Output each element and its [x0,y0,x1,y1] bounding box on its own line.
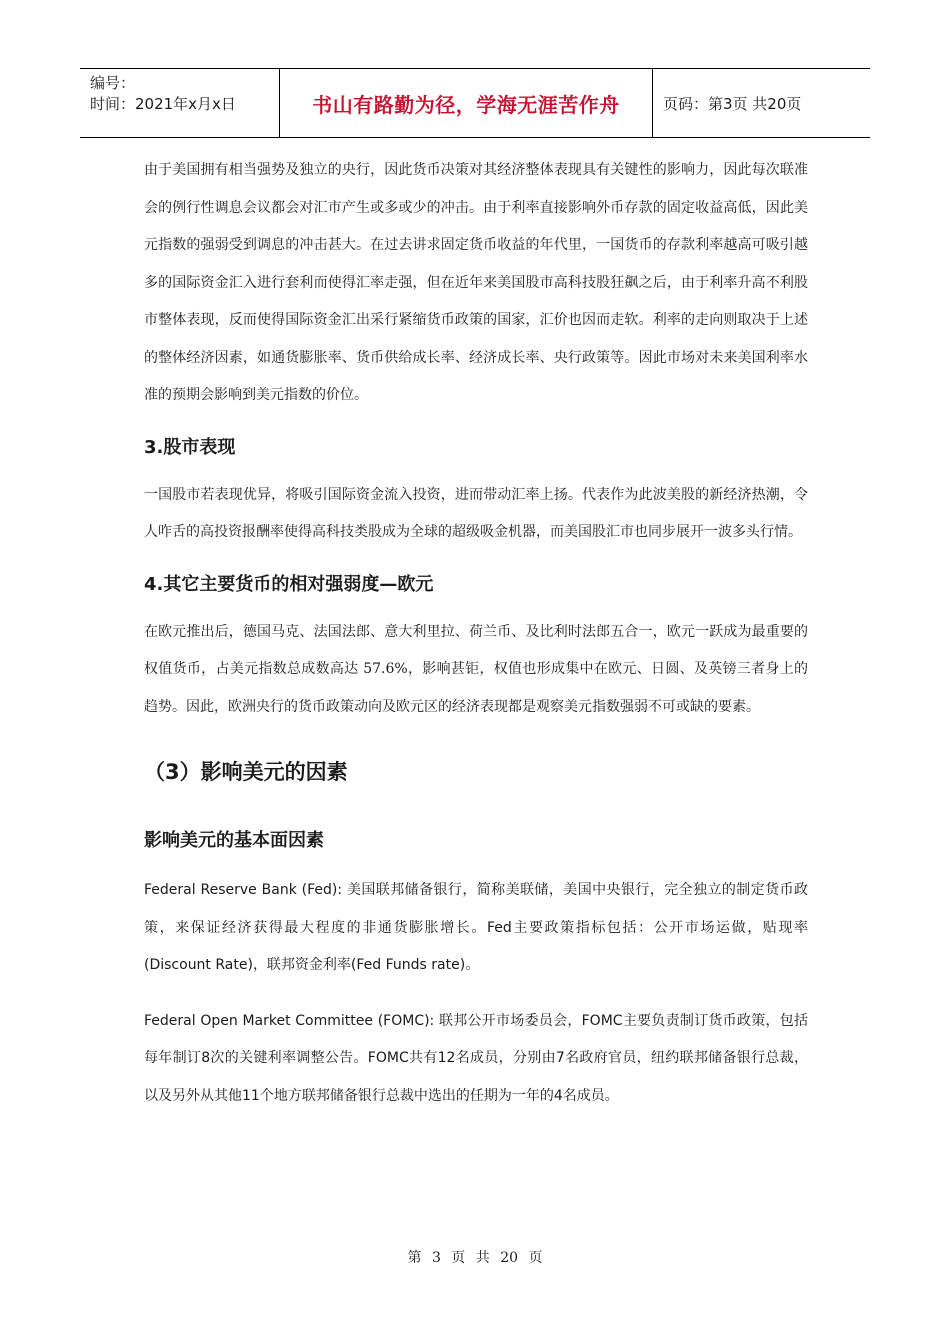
header-meta [80,69,280,137]
paragraph-interest-rate: 由于美国拥有相当强势及独立的央行，因此货币决策对其经济整体表现具有关键性的影响力，因此每次联准会的例行性调息会议都会对汇市产生或多或少的冲击。由于利率直接影响外币存款的固定收益高低，因此美元指数的强弱受到调息的冲击甚大。在过去讲求固定货币收益的年代里，一国货币的存款利率越高可吸引越多的国际资金汇入进行套利而使得汇率走强，但在近年来美国股市高科技股狂飙之后，由于利率升高不利股市整体表现，反而使得国际资金汇出采行紧缩货币政策的国家，汇价也因而走软。利率的走向则取决于上述的整体经济因素，如通货膨胀率、货币供给成长率、经济成长率、央行政策等。因此市场对未来美国利率水准的预期会影响到美元指数的价位。 [144,162,808,403]
heading-fundamental-factors: 影响美元的基本面因素 [144,830,324,851]
paragraph-fomc: Federal Open Market Committee (FOMC): 联邦公开市场委员会，FOMC主要负责制订货币政策，包括每年制订8次的关键利率调整公告。FOMC共有12名成员，分别由7名政府官员，纽约联邦储备银行总裁，以及另外从其他11个地方联邦储备银行总裁中选出的任期为一年的4名成员。 [144,1012,808,1104]
header-motto: 书山有路勤为径，学海无涯苦作舟 [280,69,653,137]
paragraph-fed: Federal Reserve Bank (Fed): 美国联邦储备银行，简称美联储，美国中央银行，完全独立的制定货币政策，来保证经济获得最大程度的非通货膨胀增长。Fed主要政策指标包括：公开市场运做，贴现率(Discount Rate)，联邦资金利率(Fed Funds rate)。 [144,882,808,973]
heading-euro: 4.其它主要货币的相对强弱度—欧元 [144,573,434,595]
document-body [144,152,808,1115]
page-header [80,68,870,138]
heading-stock-market: 3.股市表现 [144,436,236,458]
paragraph-stock-market: 一国股市若表现优异，将吸引国际资金流入投资，进而带动汇率上扬。代表作为此波美股的新经济热潮，令人咋舌的高投资报酬率使得高科技类股成为全球的超级吸金机器，而美国股汇市也同步展开一波多头行情。 [144,486,808,540]
code-label: 编号： [90,74,136,92]
paragraph-euro: 在欧元推出后，德国马克、法国法郎、意大利里拉、荷兰币、及比利时法郎五合一，欧元一跃成为最重要的权值货币，占美元指数总成数高达 57.6%，影响甚钜，权值也形成集中在欧元、日圆、及英镑三者身上的趋势。因此，欧洲央行的货币政策动向及欧元区的经济表现都是观察美元指数强弱不可或缺的要素。 [144,623,808,715]
time-label: 时间：2021年x月x日 [90,95,236,113]
heading-factors: （3）影响美元的因素 [144,760,348,784]
header-page-info: 页码：第3页 共20页 [663,94,802,113]
page-footer: 第 3 页 共 20 页 [407,1250,543,1266]
